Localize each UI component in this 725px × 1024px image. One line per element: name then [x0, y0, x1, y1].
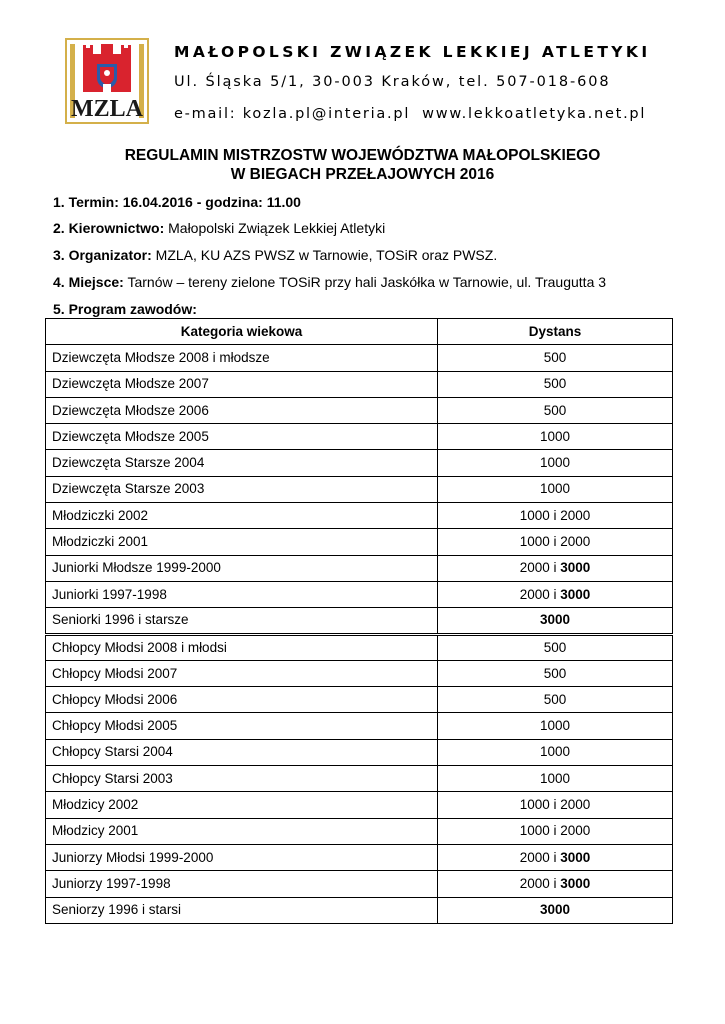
distance-text: 1000 i 2000: [519, 823, 591, 839]
distance-cell: [438, 503, 673, 529]
distance-text: 1000: [539, 744, 571, 760]
distance-bold-text: 3000: [539, 902, 571, 918]
distance-cell: [438, 450, 673, 476]
organization-address: Ul. Śląska 5/1, 30-003 Kraków, tel. 507-018-608: [174, 74, 611, 90]
table-row: [46, 871, 673, 897]
distance-text: 1000 i 2000: [519, 507, 591, 523]
category-cell: Chłopcy Młodsi 2005: [46, 713, 438, 739]
table-row: [46, 424, 673, 450]
distance-cell: [438, 687, 673, 713]
distance-cell: [438, 871, 673, 897]
table-row: [46, 345, 673, 371]
category-cell: Młodzicy 2002: [46, 792, 438, 818]
header-distance: Dystans: [438, 319, 673, 345]
organization-header: [174, 40, 694, 125]
category-cell: Dziewczęta Młodsze 2006: [46, 397, 438, 423]
website-link[interactable]: www.lekkoatletyka.net.pl: [422, 106, 647, 122]
distance-text: 500: [543, 376, 567, 392]
table-row: [46, 397, 673, 423]
distance-cell: [438, 345, 673, 371]
distance-cell: [438, 634, 673, 660]
distance-cell: [438, 555, 673, 581]
item-value: Małopolski Związek Lekkiej Atletyki: [164, 220, 386, 236]
distance-text: 2000 i: [519, 875, 561, 891]
distance-text: 1000: [539, 481, 571, 497]
table-row: [46, 555, 673, 581]
organization-name: MAŁOPOLSKI ZWIĄZEK LEKKIEJ ATLETYKI: [174, 43, 651, 61]
table-row: [46, 897, 673, 923]
distance-text: 500: [543, 691, 567, 707]
category-cell: Dziewczęta Młodsze 2007: [46, 371, 438, 397]
distance-text: 1000: [539, 428, 571, 444]
distance-text: 500: [543, 639, 567, 655]
distance-cell: [438, 844, 673, 870]
distance-cell: [438, 660, 673, 686]
distance-cell: [438, 792, 673, 818]
table-row: [46, 713, 673, 739]
table-row: [46, 792, 673, 818]
distance-text: 1000: [539, 718, 571, 734]
item-label: 1. Termin: 16.04.2016 - godzina: 11.00: [53, 194, 301, 210]
distance-bold-text: 3000: [560, 586, 591, 602]
table-row: [46, 818, 673, 844]
table-row: [46, 608, 673, 634]
category-cell: Młodzicy 2001: [46, 818, 438, 844]
category-cell: Juniorki 1997-1998: [46, 581, 438, 607]
table-row: [46, 660, 673, 686]
distance-bold-text: 3000: [560, 849, 591, 865]
document-title: [0, 146, 725, 184]
organization-contact: [174, 103, 694, 125]
item-label: 5. Program zawodów:: [53, 301, 197, 317]
category-cell: Juniorzy 1997-1998: [46, 871, 438, 897]
distance-text: 500: [543, 349, 567, 365]
distance-bold-text: 3000: [560, 875, 591, 891]
distance-text: 1000 i 2000: [519, 534, 591, 550]
distance-cell: [438, 424, 673, 450]
category-cell: Seniorzy 1996 i starsi: [46, 897, 438, 923]
distance-text: 1000: [539, 770, 571, 786]
logo-text: MZLA: [71, 96, 143, 122]
distance-text: 1000: [539, 455, 571, 471]
table-row: [46, 529, 673, 555]
distance-cell: [438, 529, 673, 555]
item-kierownictwo: [53, 219, 385, 237]
category-cell: Chłopcy Starsi 2004: [46, 739, 438, 765]
table-row: [46, 503, 673, 529]
category-cell: Chłopcy Starsi 2003: [46, 766, 438, 792]
distance-cell: [438, 897, 673, 923]
mzla-logo: [65, 38, 149, 124]
item-miejsce: [53, 273, 606, 291]
title-line-2: W BIEGACH PRZEŁAJOWYCH 2016: [230, 166, 495, 183]
distance-text: 500: [543, 665, 567, 681]
distance-cell: [438, 739, 673, 765]
header-category: Kategoria wiekowa: [46, 319, 438, 345]
category-cell: Juniorzy Młodsi 1999-2000: [46, 844, 438, 870]
table-row: [46, 476, 673, 502]
distance-cell: [438, 766, 673, 792]
distance-bold-text: 3000: [560, 560, 591, 576]
item-organizator: [53, 246, 497, 264]
category-cell: Chłopcy Młodsi 2008 i młodsi: [46, 634, 438, 660]
distance-cell: [438, 608, 673, 634]
distance-cell: [438, 476, 673, 502]
distance-cell: [438, 581, 673, 607]
item-value: MZLA, KU AZS PWSZ w Tarnowie, TOSiR oraz PWSZ.: [151, 247, 498, 263]
category-cell: Młodziczki 2001: [46, 529, 438, 555]
distance-text: 1000 i 2000: [519, 796, 591, 812]
distance-text: 2000 i: [519, 586, 561, 602]
title-line-1: REGULAMIN MISTRZOSTW WOJEWÓDZTWA MAŁOPOLSKIEGO: [124, 147, 601, 164]
distance-text: 2000 i: [519, 560, 561, 576]
program-table: [45, 318, 673, 924]
category-cell: Dziewczęta Starsze 2003: [46, 476, 438, 502]
distance-cell: [438, 818, 673, 844]
category-cell: Chłopcy Młodsi 2006: [46, 687, 438, 713]
distance-bold-text: 3000: [539, 612, 571, 628]
category-cell: Młodziczki 2002: [46, 503, 438, 529]
category-cell: Dziewczęta Młodsze 2008 i młodsze: [46, 345, 438, 371]
category-cell: Juniorki Młodsze 1999-2000: [46, 555, 438, 581]
distance-cell: [438, 371, 673, 397]
category-cell: Chłopcy Młodsi 2007: [46, 660, 438, 686]
distance-text: 500: [543, 402, 567, 418]
table-row: [46, 687, 673, 713]
email-link[interactable]: e-mail: kozla.pl@interia.pl: [174, 106, 411, 122]
distance-cell: [438, 713, 673, 739]
table-row: [46, 634, 673, 660]
item-label: 4. Miejsce:: [53, 274, 124, 290]
category-cell: Dziewczęta Starsze 2004: [46, 450, 438, 476]
table-row: [46, 450, 673, 476]
table-row: [46, 371, 673, 397]
distance-text: 2000 i: [519, 849, 561, 865]
item-value: Tarnów – tereny zielone TOSiR przy hali Jaskółka w Tarnowie, ul. Traugutta 3: [123, 274, 607, 290]
item-label: 3. Organizator:: [53, 247, 152, 263]
distance-cell: [438, 397, 673, 423]
table-row: [46, 739, 673, 765]
item-program: [53, 300, 197, 318]
table-row: [46, 844, 673, 870]
category-cell: Dziewczęta Młodsze 2005: [46, 424, 438, 450]
item-termin: [53, 193, 301, 211]
table-header-row: [46, 319, 673, 345]
table-row: [46, 766, 673, 792]
item-label: 2. Kierownictwo:: [53, 220, 165, 236]
table-row: [46, 581, 673, 607]
category-cell: Seniorki 1996 i starsze: [46, 608, 438, 634]
